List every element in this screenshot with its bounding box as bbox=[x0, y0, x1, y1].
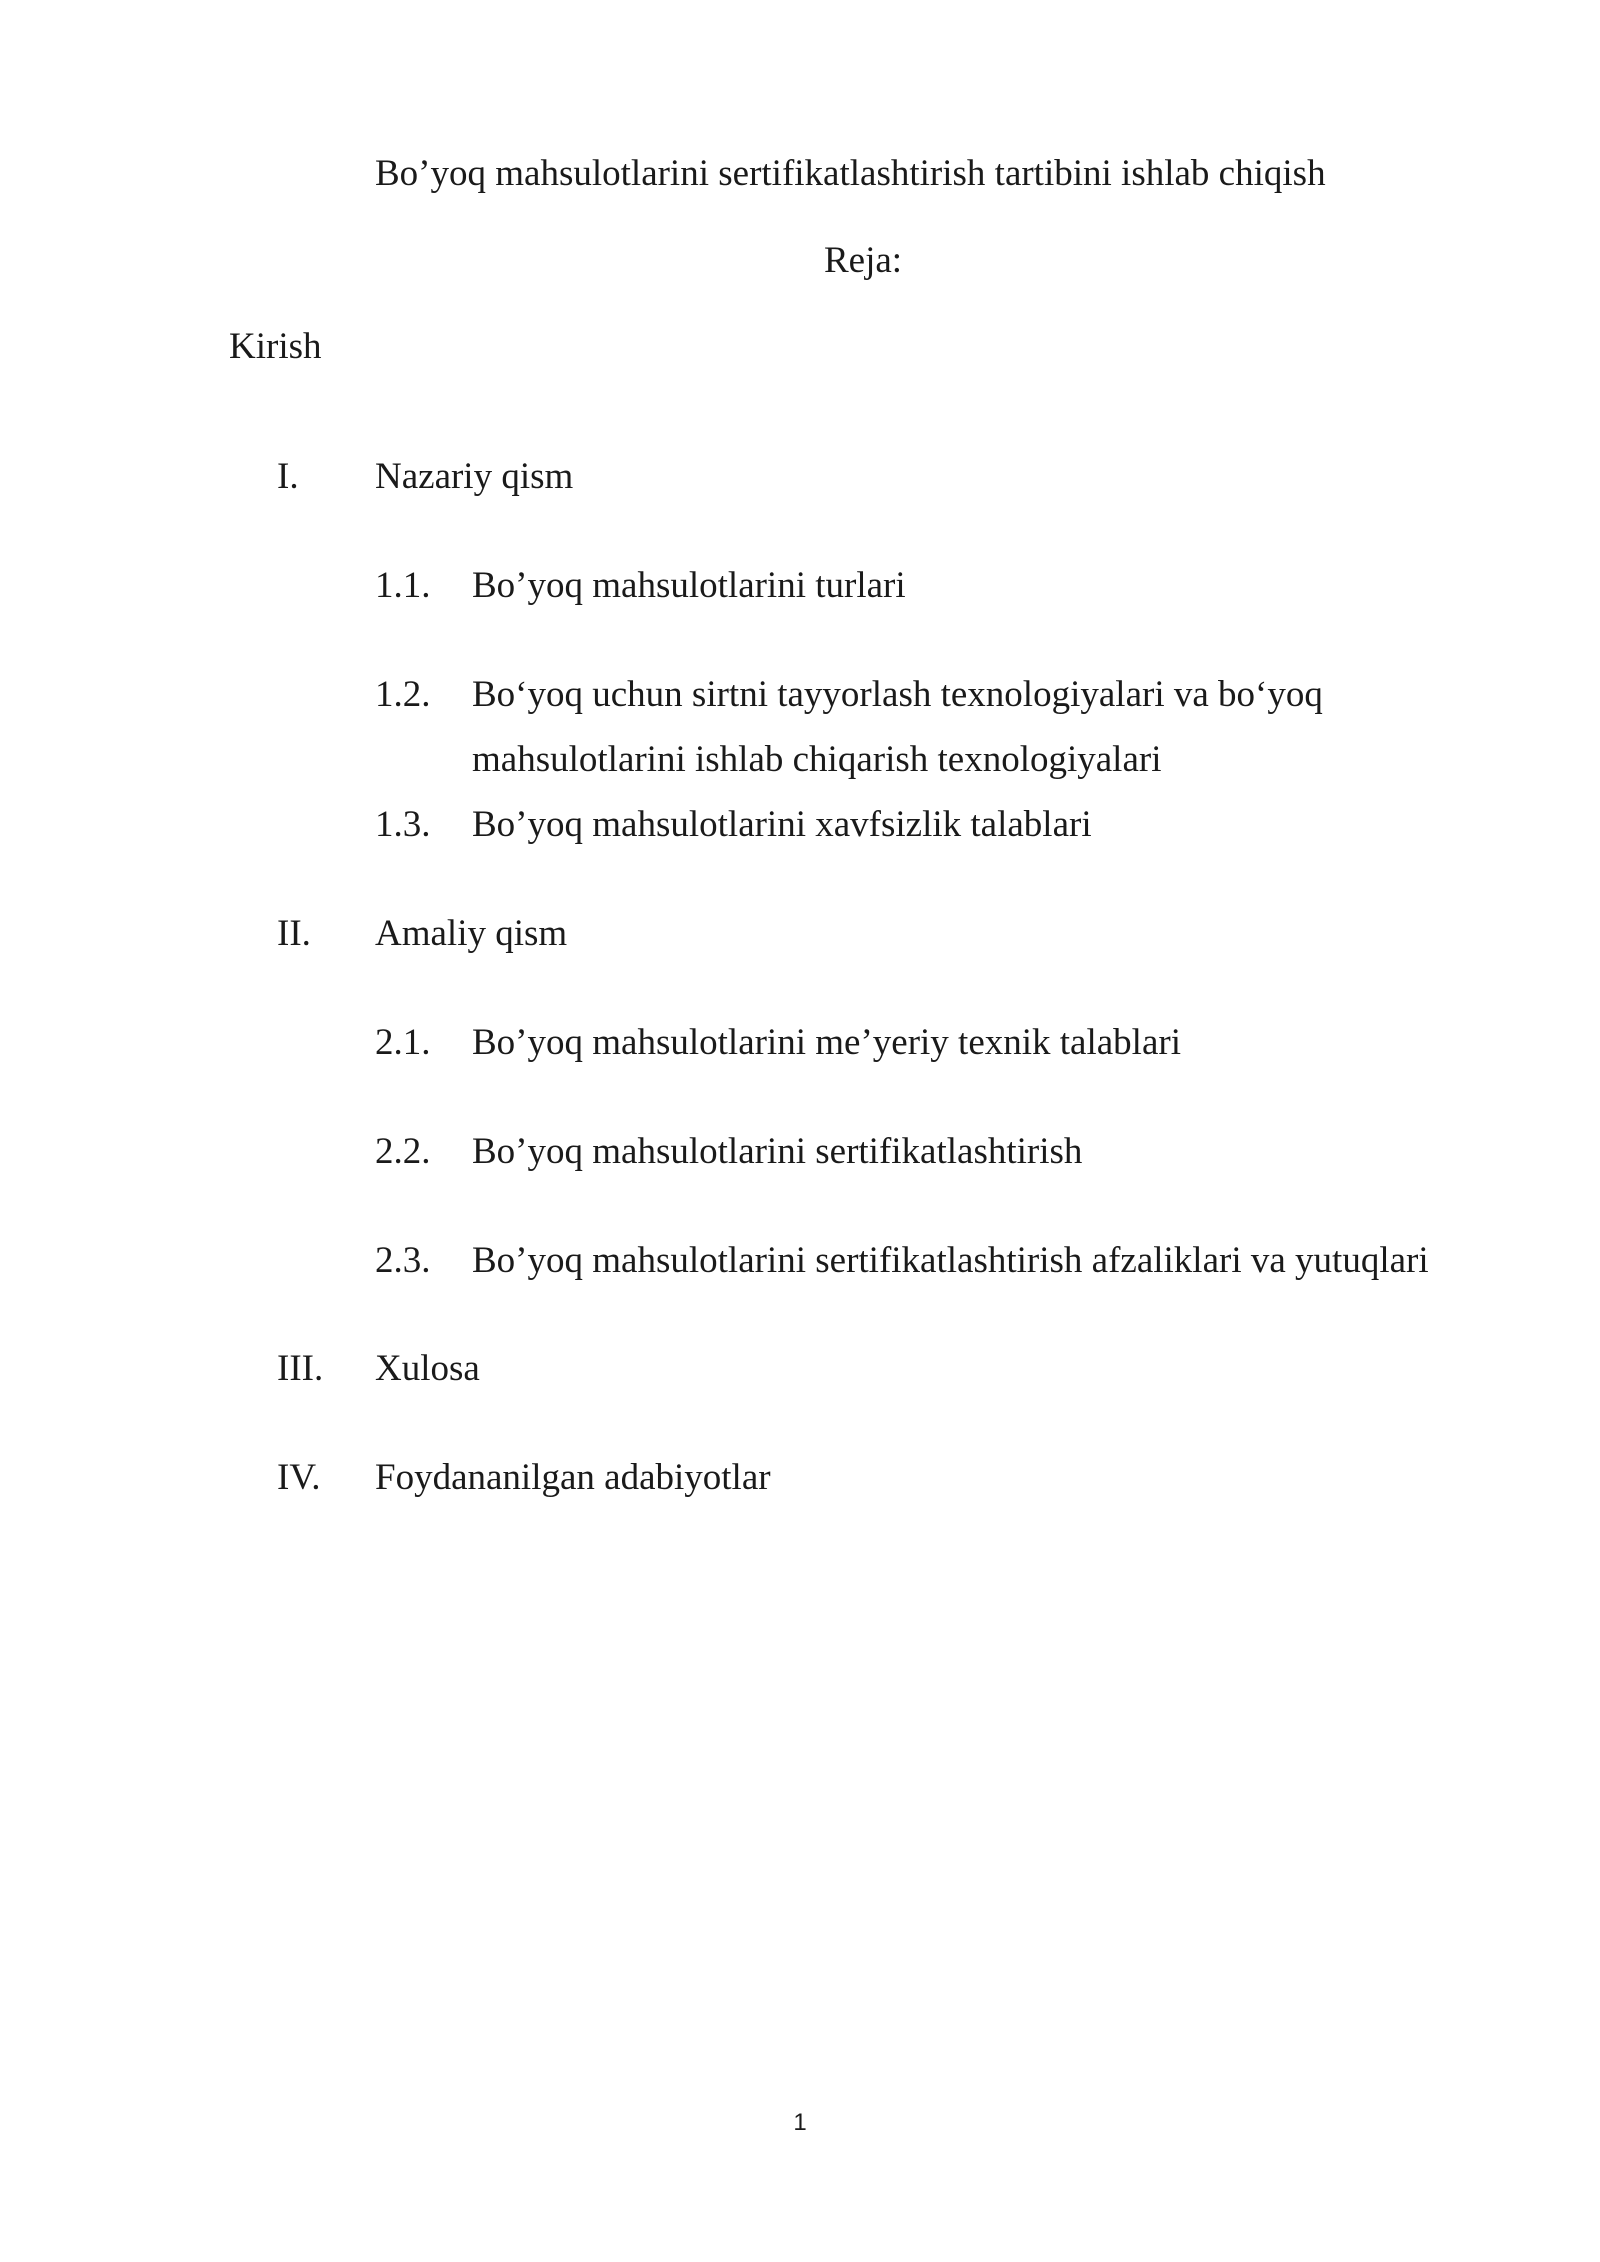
subsection-label-2-3: Bo’yoq mahsulotlarini sertifikatlashtirish afzaliklari va yutuqlari bbox=[472, 1240, 1429, 1281]
subsection-label-1-2-line-1: Bo‘yoq uchun sirtni tayyorlash texnologiyalari va bo‘yoq bbox=[472, 674, 1323, 715]
document-title: Bo’yoq mahsulotlarini sertifikatlashtirish tartibini ishlab chiqish bbox=[375, 153, 1326, 194]
section-label-3: Xulosa bbox=[375, 1348, 480, 1389]
section-numeral-3: III. bbox=[277, 1348, 324, 1389]
subsection-label-1-1: Bo’yoq mahsulotlarini turlari bbox=[472, 565, 906, 606]
section-label-2: Amaliy qism bbox=[375, 913, 568, 954]
subsection-label-2-2: Bo’yoq mahsulotlarini sertifikatlashtirish bbox=[472, 1131, 1083, 1172]
section-label-1: Nazariy qism bbox=[375, 456, 574, 497]
intro-heading: Kirish bbox=[229, 326, 322, 367]
plan-heading: Reja: bbox=[824, 240, 903, 281]
subsection-number-1-1: 1.1. bbox=[375, 565, 431, 606]
subsection-label-1-3: Bo’yoq mahsulotlarini xavfsizlik talablari bbox=[472, 804, 1092, 845]
subsection-number-2-2: 2.2. bbox=[375, 1131, 431, 1172]
subsection-number-1-3: 1.3. bbox=[375, 804, 431, 845]
page-number: 1 bbox=[793, 2109, 807, 2136]
subsection-label-1-2-line-2: mahsulotlarini ishlab chiqarish texnologiyalari bbox=[472, 739, 1162, 780]
section-numeral-2: II. bbox=[277, 913, 311, 954]
subsection-label-2-1: Bo’yoq mahsulotlarini me’yeriy texnik talablari bbox=[472, 1022, 1181, 1063]
section-numeral-4: IV. bbox=[277, 1457, 321, 1498]
section-label-4: Foydananilgan adabiyotlar bbox=[375, 1457, 771, 1498]
subsection-number-2-1: 2.1. bbox=[375, 1022, 431, 1063]
section-numeral-1: I. bbox=[277, 456, 299, 497]
subsection-number-1-2: 1.2. bbox=[375, 674, 431, 715]
subsection-number-2-3: 2.3. bbox=[375, 1240, 431, 1281]
